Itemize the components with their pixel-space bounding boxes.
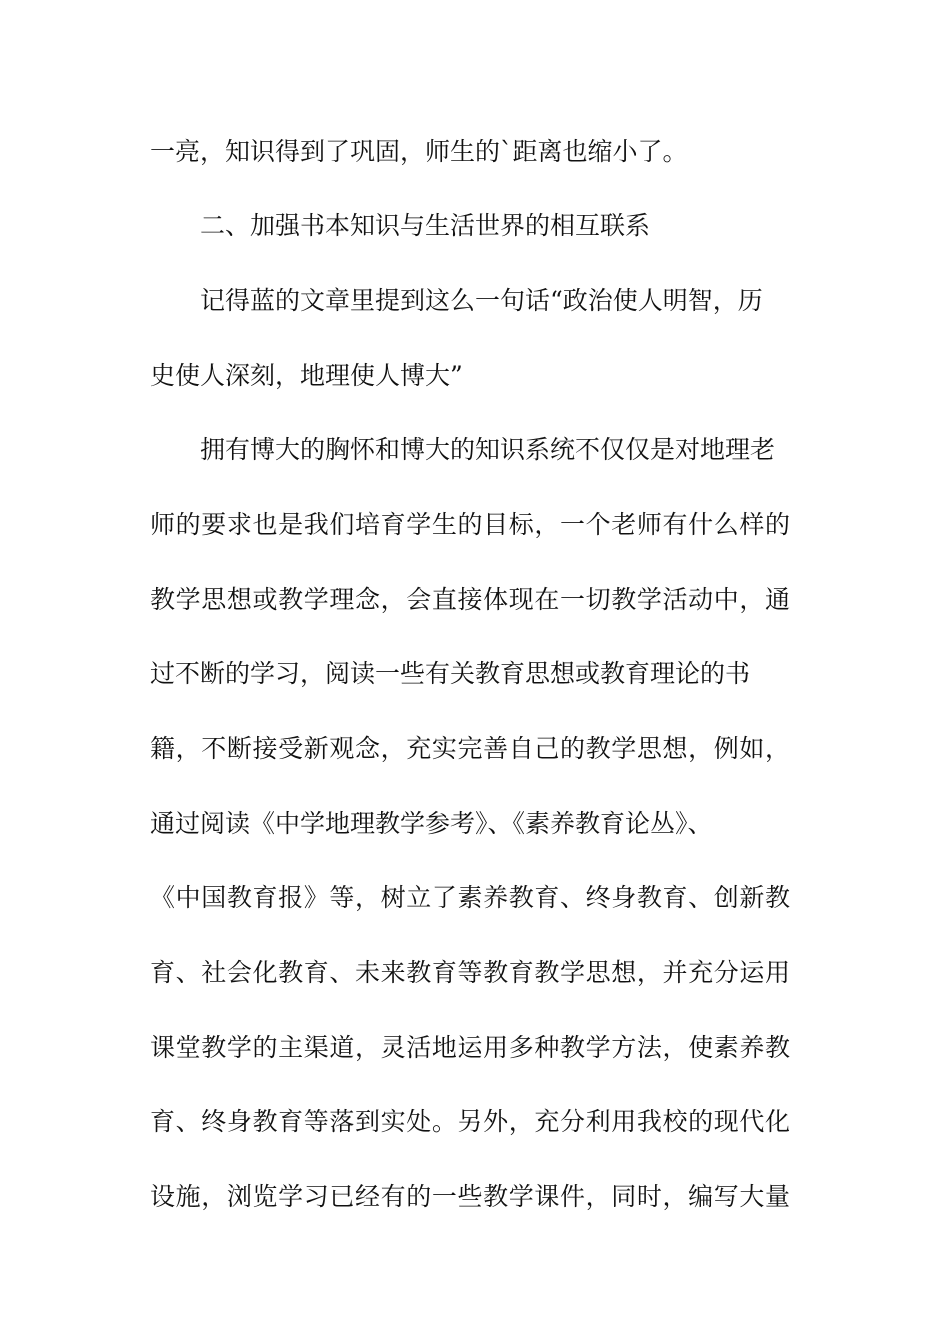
text-line-14: 育、终身教育等落到实处。另外，充分利用我校的现代化 <box>150 1107 790 1136</box>
text-line-1: 一亮，知识得到了巩固，师生的`距离也缩小了。 <box>150 137 688 166</box>
text-line-11: 《中国教育报》等，树立了素养教育、终身教育、创新教 <box>150 883 790 912</box>
text-line-3: 记得蓝的文章里提到这么一句话“政治使人明智，历 <box>200 286 763 315</box>
text-line-12: 育、社会化教育、未来教育等教育教学思想，并充分运用 <box>150 958 790 987</box>
text-line-8: 过不断的学习，阅读一些有关教育思想或教育理论的书 <box>150 659 751 688</box>
text-line-15: 设施，浏览学习已经有的一些教学课件，同时，编写大量 <box>150 1182 790 1211</box>
text-line-6: 师的要求也是我们培育学生的目标，一个老师有什么样的 <box>150 510 790 539</box>
text-line-10: 通过阅读《中学地理教学参考》、《素养教育论丛》、 <box>150 809 713 838</box>
text-line-5: 拥有博大的胸怀和博大的知识系统不仅仅是对地理老 <box>200 435 776 464</box>
text-line-4: 史使人深刻，地理使人博大” <box>150 361 463 390</box>
text-line-13: 课堂教学的主渠道，灵活地运用多种教学方法，使素养教 <box>150 1033 790 1062</box>
text-line-9: 籍，不断接受新观念，充实完善自己的教学思想，例如， <box>150 734 790 763</box>
text-line-7: 教学思想或教学理念，会直接体现在一切教学活动中，通 <box>150 585 790 614</box>
section-heading: 二、加强书本知识与生活世界的相互联系 <box>200 211 651 240</box>
